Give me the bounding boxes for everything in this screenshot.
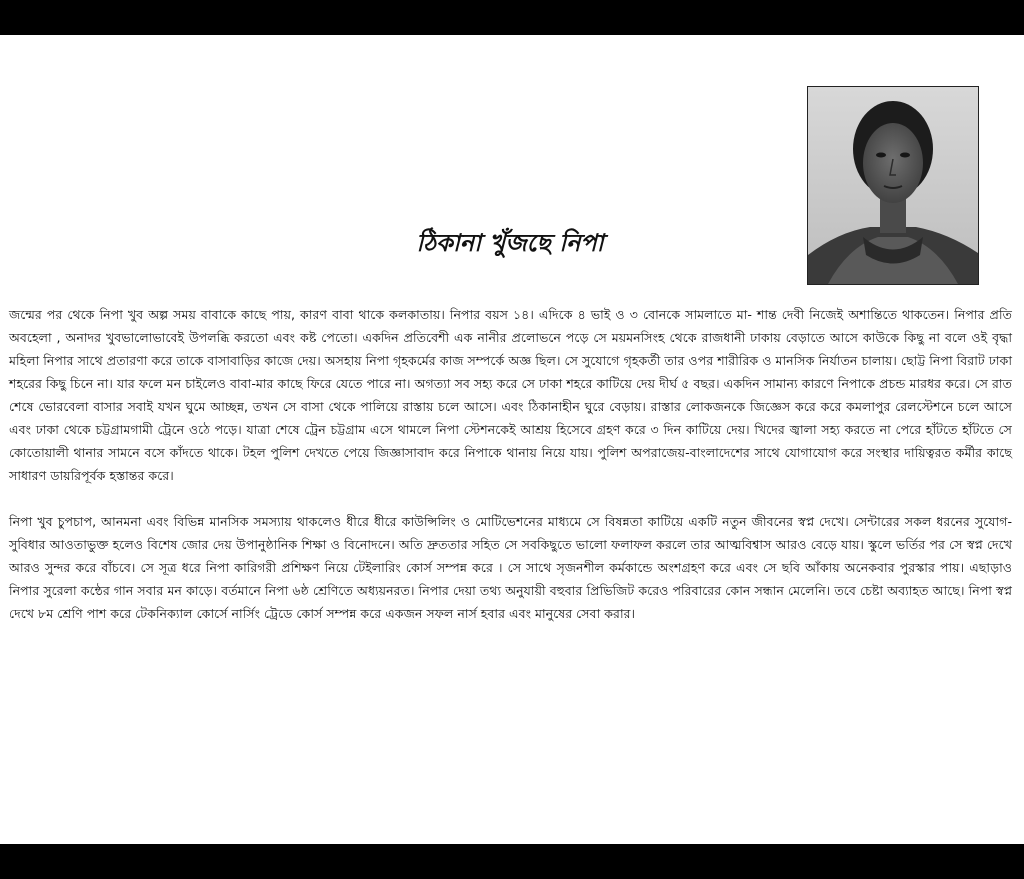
paragraph: নিপা খুব চুপচাপ, আনমনা এবং বিভিন্ন মানসিক সমস্যায় থাকলেও ধীরে ধীরে কাউন্সিলিং ও মোটিভেশনের মাধ্যমে সে বিষন্নতা কাটিয়ে একটি নতুন জীবনের স্বপ্ন দেখে। সেন্টারের সকল ধরনের সুযোগ-সুবিধার আওতাভুক্ত হলেও বিশেষ জোর দেয় উপানুষ্ঠানিক শিক্ষা ও বিনোদনে। অতি দ্রুততার সহিত সে সবকিছুতে ভালো ফলাফল করলে তার আত্মবিশ্বাস আরও বেড়ে যায়। স্কুলে ভর্তির পর সে স্বপ্ন দেখে আরও সুন্দর করে বাঁচবে। সে সূত্র ধরে নিপা কারিগরী প্রশিক্ষণ নিয়ে টেইলারিং কোর্স সম্পন্ন করে । সে সাথে সৃজনশীল কর্মকান্ডে অংশগ্রহণ করে এবং সে ছবি আঁকায় অনেকবার পুরস্কার পায়। এছাড়াও নিপার সুরেলা কন্ঠের গান সবার মন কাড়ে। বর্তমানে নিপা ৬ষ্ঠ শ্রেণিতে অধ্যয়নরত। নিপার দেয়া তথ্য অনুযায়ী বহুবার প্রিভিজিট করেও পরিবারের কোন সন্ধান মেলেনি। তবে চেষ্টা অব্যাহত আছে। নিপা স্বপ্ন দেখে ৮ম শ্রেণি পাশ করে টেকনিক্যাল কোর্সে নার্সিং ট্রেডে কোর্স সম্পন্ন করে একজন সফল নার্স হবার এবং মানুষের সেবা করার।	[9, 514, 1012, 621]
portrait-photo	[807, 86, 979, 285]
top-black-bar	[0, 0, 1024, 35]
article-title: ঠিকানা খুঁজছে নিপা	[416, 228, 604, 257]
portrait-image	[808, 87, 978, 284]
bottom-black-bar	[0, 844, 1024, 879]
paragraph: জন্মের পর থেকে নিপা খুব অল্প সময় বাবাকে কাছে পায়, কারণ বাবা থাকে কলকাতায়। নিপার বয়স ১৪। এদিকে ৪ ভাই ও ৩ বোনকে সামলাতে মা- শান্ত দেবী নিজেই অশান্তিতে থাকতেন। নিপার প্রতি অবহেলা , অনাদর খুবভালোভাবেই উপলব্ধি করতো এবং কষ্ট পেতো। একদিন প্রতিবেশী এক নানীর প্রলোভনে পড়ে সে ময়মনসিংহ থেকে রাজধানী ঢাকায় বেড়াতে আসে কাউকে কিছু না বলে ওই বৃদ্ধা মহিলা নিপার সাথে প্রতারণা করে তাকে বাসাবাড়ির কাজে দেয়। অসহায় নিপা গৃহকর্মের কাজ সম্পর্কে অজ্ঞ ছিল। সে সুযোগে গৃহকর্তী তার ওপর শারীরিক ও মানসিক নির্যাতন চালায়। ছোট্ট নিপা বিরাট ঢাকা শহরের কিছু চিনে না। যার ফলে মন চাইলেও বাবা-মার কাছে ফিরে যেতে পারে না। অগত্যা সব সহ্য করে সে ঢাকা শহরে কাটিয়ে দেয় দীর্ঘ ৫ বছর। একদিন সামান্য কারণে নিপাকে প্রচন্ড মারধর করে। সে রাত শেষে ভোরবেলা বাসার সবাই যখন ঘুমে আচ্ছন্ন, তখন সে বাসা থেকে পালিয়ে রাস্তায় চলে আসে। এবং ঠিকানাহীন ঘুরে বেড়ায়। রাস্তার লোকজনকে জিজ্ঞেস করে করে কমলাপুর রেলস্টেশনে চলে আসে এবং ঢাকা থেকে চট্টগ্রামগামী ট্রেনে ওঠে পড়ে। যাত্রা শেষে ট্রেন চট্টগ্রাম এসে থামলে নিপা স্টেশনকেই আশ্রয় হিসেবে গ্রহণ করে ৩ দিন কাটিয়ে দেয়। খিদের জ্বালা সহ্য করতে না পেরে হাঁটতে হাঁটতে সে কোতোয়ালী থানার সামনে বসে কাঁদতে থাকে। টহল পুলিশ দেখতে পেয়ে জিজ্ঞাসাবাদ করে নিপাকে থানায় নিয়ে যায়। পুলিশ অপরাজেয়-বাংলাদেশের সাথে যোগাযোগ করে সংস্থার দায়িত্বরত কর্মীর কাছে সাধারণ ডায়রিপূর্বক হস্তান্তর করে।	[9, 307, 1012, 483]
document-page	[0, 35, 1024, 844]
article-body	[9, 303, 1012, 625]
